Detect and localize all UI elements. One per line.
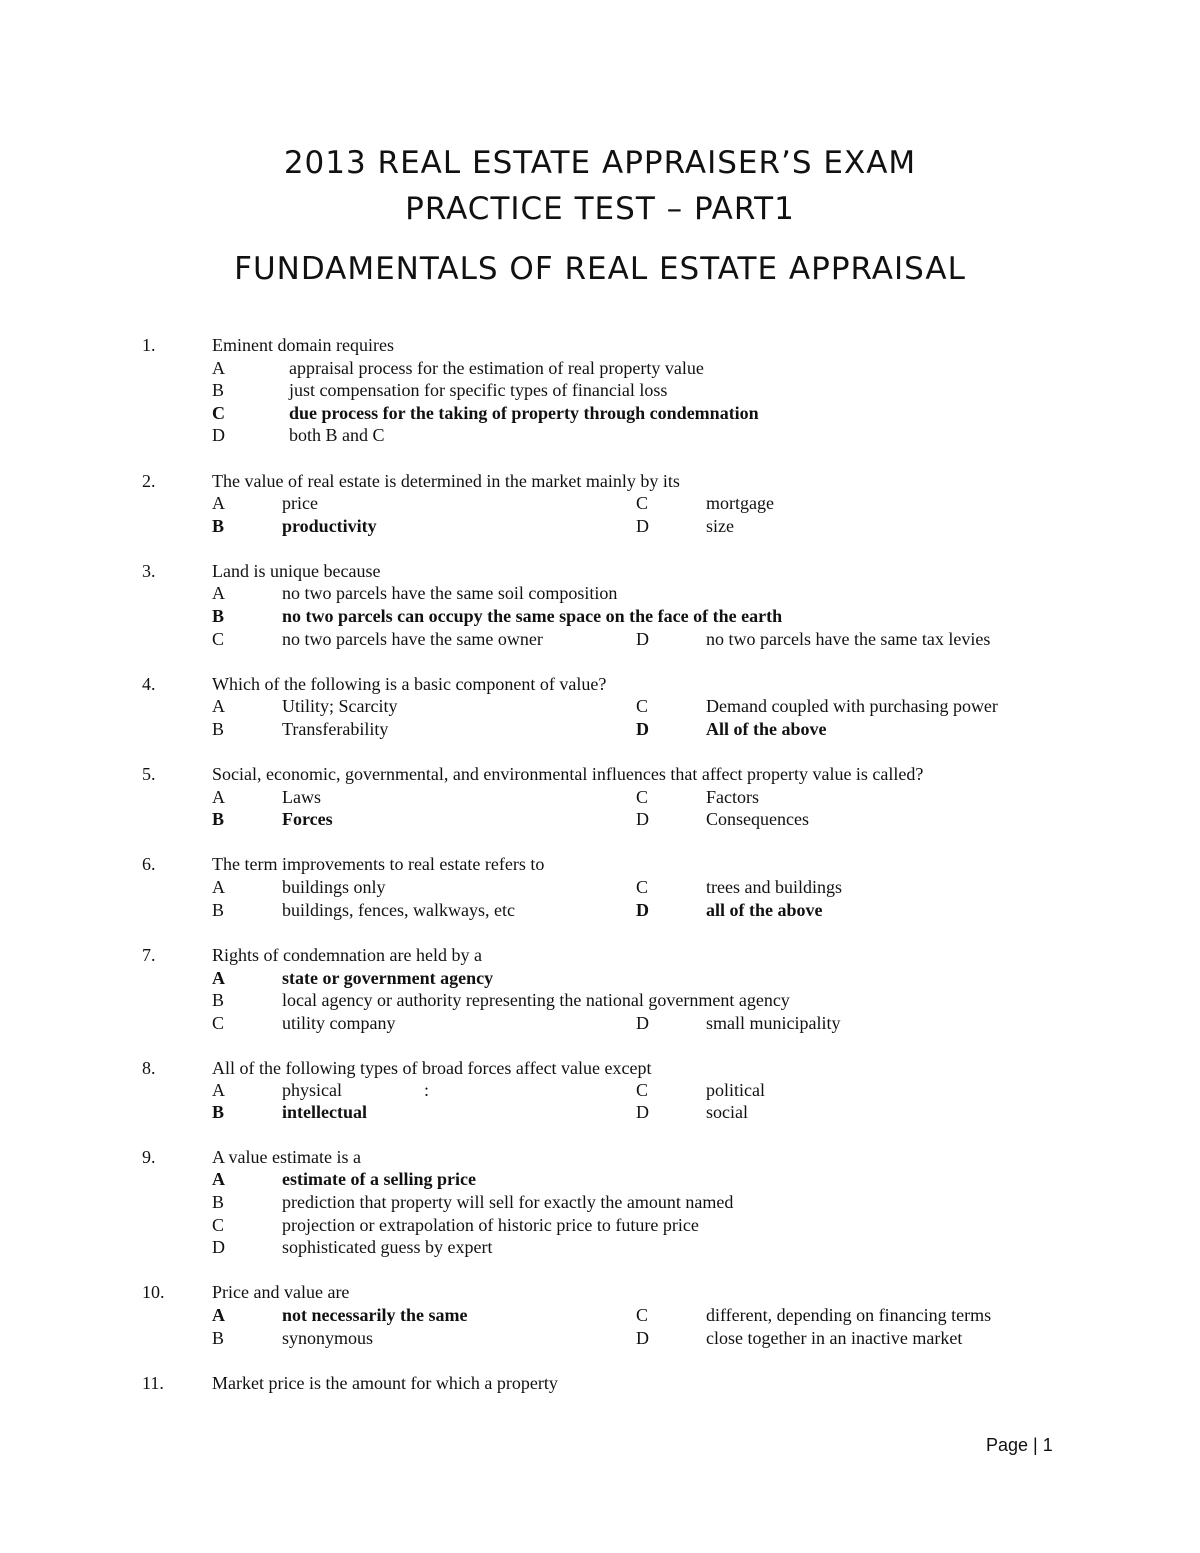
question-number: 4. [142,674,156,694]
question-number: 5. [142,764,156,784]
option-text: political [706,1080,765,1100]
option-text: both B and C [289,425,385,445]
option-letter: A [212,1080,225,1100]
option-letter: D [636,516,649,536]
option-text: size [706,516,734,536]
option-text-answer: all of the above [706,900,823,920]
option-text: due process for the taking of property through condemnation [289,403,759,423]
option-text: projection or extrapolation of historic price to future price [282,1215,699,1235]
page-number: Page | 1 [986,1435,1053,1455]
question-number: 10. [142,1282,165,1302]
option-text: trees and buildings [706,877,842,897]
question-stem: Price and value are [212,1282,350,1302]
option-letter: C [636,696,649,716]
option-letter-answer: D [636,719,649,739]
exam-subtitle-part: PRACTICE TEST – PART1 [405,191,795,227]
option-text: local agency or authority representing the national government agency [282,990,790,1010]
option-text: different, depending on financing terms [706,1305,992,1325]
option-letter: D [636,1328,649,1348]
option-letter: B [212,719,225,739]
option-text: prediction that property will sell for exactly the amount named [282,1192,734,1212]
option-letter: C [636,493,649,513]
option-letter: D [636,1102,649,1122]
option-letter: B [212,990,225,1010]
option-text-answer: intellectual [282,1102,367,1122]
stray-mark: : [424,1080,430,1100]
option-text: utility company [282,1013,396,1033]
question-stem: Eminent domain requires [212,335,394,355]
option-text-answer: productivity [282,516,377,536]
option-letter: D [212,1237,225,1257]
option-text: no two parcels can occupy the same space on the face of the earth [282,606,783,626]
option-text: close together in an inactive market [706,1328,963,1348]
option-letter: B [212,606,225,626]
question-number: 8. [142,1058,156,1078]
option-letter: C [212,629,225,649]
option-text: Factors [706,787,759,807]
option-letter-answer: B [212,516,225,536]
option-letter: A [212,968,225,988]
option-letter: C [636,1305,649,1325]
option-letter: D [636,1013,649,1033]
option-text: small municipality [706,1013,841,1033]
option-text: physical [282,1080,342,1100]
option-letter-answer: B [212,1102,225,1122]
option-text: synonymous [282,1328,374,1348]
option-letter-answer: A [212,1305,225,1325]
option-letter-answer: D [636,900,649,920]
question-stem: Rights of condemnation are held by a [212,945,482,965]
option-text: no two parcels have the same soil composition [282,583,618,603]
option-text: Transferability [282,719,389,739]
exam-title: 2013 REAL ESTATE APPRAISER’S EXAM [283,145,917,181]
option-letter: C [212,403,225,423]
option-text-answer: All of the above [706,719,827,739]
question-stem: A value estimate is a [212,1147,361,1167]
option-letter: A [212,696,225,716]
option-text: Consequences [706,809,809,829]
option-letter: C [636,787,649,807]
option-letter: B [212,900,225,920]
option-letter: A [212,1169,225,1189]
option-text: Demand coupled with purchasing power [706,696,998,716]
question-stem: Land is unique because [212,561,381,581]
question-stem: Social, economic, governmental, and environmental influences that affect property value is called? [212,764,924,784]
question-number: 1. [142,335,156,355]
option-letter: B [212,380,225,400]
option-text: price [282,493,318,513]
option-letter: A [212,583,225,603]
question-stem: Market price is the amount for which a property [212,1373,558,1393]
option-text: Laws [282,787,321,807]
option-text: appraisal process for the estimation of real property value [289,358,704,378]
option-letter: B [212,1328,225,1348]
option-letter: C [636,1080,649,1100]
option-letter: C [212,1215,225,1235]
option-letter-answer: B [212,809,225,829]
option-text: social [706,1102,748,1122]
section-heading: FUNDAMENTALS OF REAL ESTATE APPRAISAL [234,251,966,287]
question-stem: The term improvements to real estate refers to [212,854,545,874]
option-letter: D [636,809,649,829]
option-letter: A [212,787,225,807]
question-stem: All of the following types of broad forces affect value except [212,1058,652,1078]
option-letter: C [212,1013,225,1033]
option-letter: A [212,877,225,897]
option-letter: B [212,1192,225,1212]
question-number: 11. [142,1373,164,1393]
option-text-answer: not necessarily the same [282,1305,468,1325]
option-text: buildings only [282,877,386,897]
option-text: just compensation for specific types of financial loss [289,380,668,400]
option-letter: D [636,629,649,649]
option-text: no two parcels have the same owner [282,629,543,649]
question-number: 9. [142,1147,156,1167]
question-number: 3. [142,561,156,581]
option-text: estimate of a selling price [282,1169,476,1189]
option-text: Utility; Scarcity [282,696,398,716]
option-text: buildings, fences, walkways, etc [282,900,515,920]
option-text: state or government agency [282,968,494,988]
question-number: 6. [142,854,156,874]
option-letter: C [636,877,649,897]
option-text: mortgage [706,493,774,513]
question-number: 2. [142,471,156,491]
option-text: sophisticated guess by expert [282,1237,493,1257]
question-number: 7. [142,945,156,965]
option-letter: D [212,425,225,445]
question-stem: Which of the following is a basic component of value? [212,674,607,694]
question-stem: The value of real estate is determined in the market mainly by its [212,471,680,491]
option-text: no two parcels have the same tax levies [706,629,991,649]
option-letter: A [212,358,225,378]
option-text-answer: Forces [282,809,333,829]
option-letter: A [212,493,225,513]
